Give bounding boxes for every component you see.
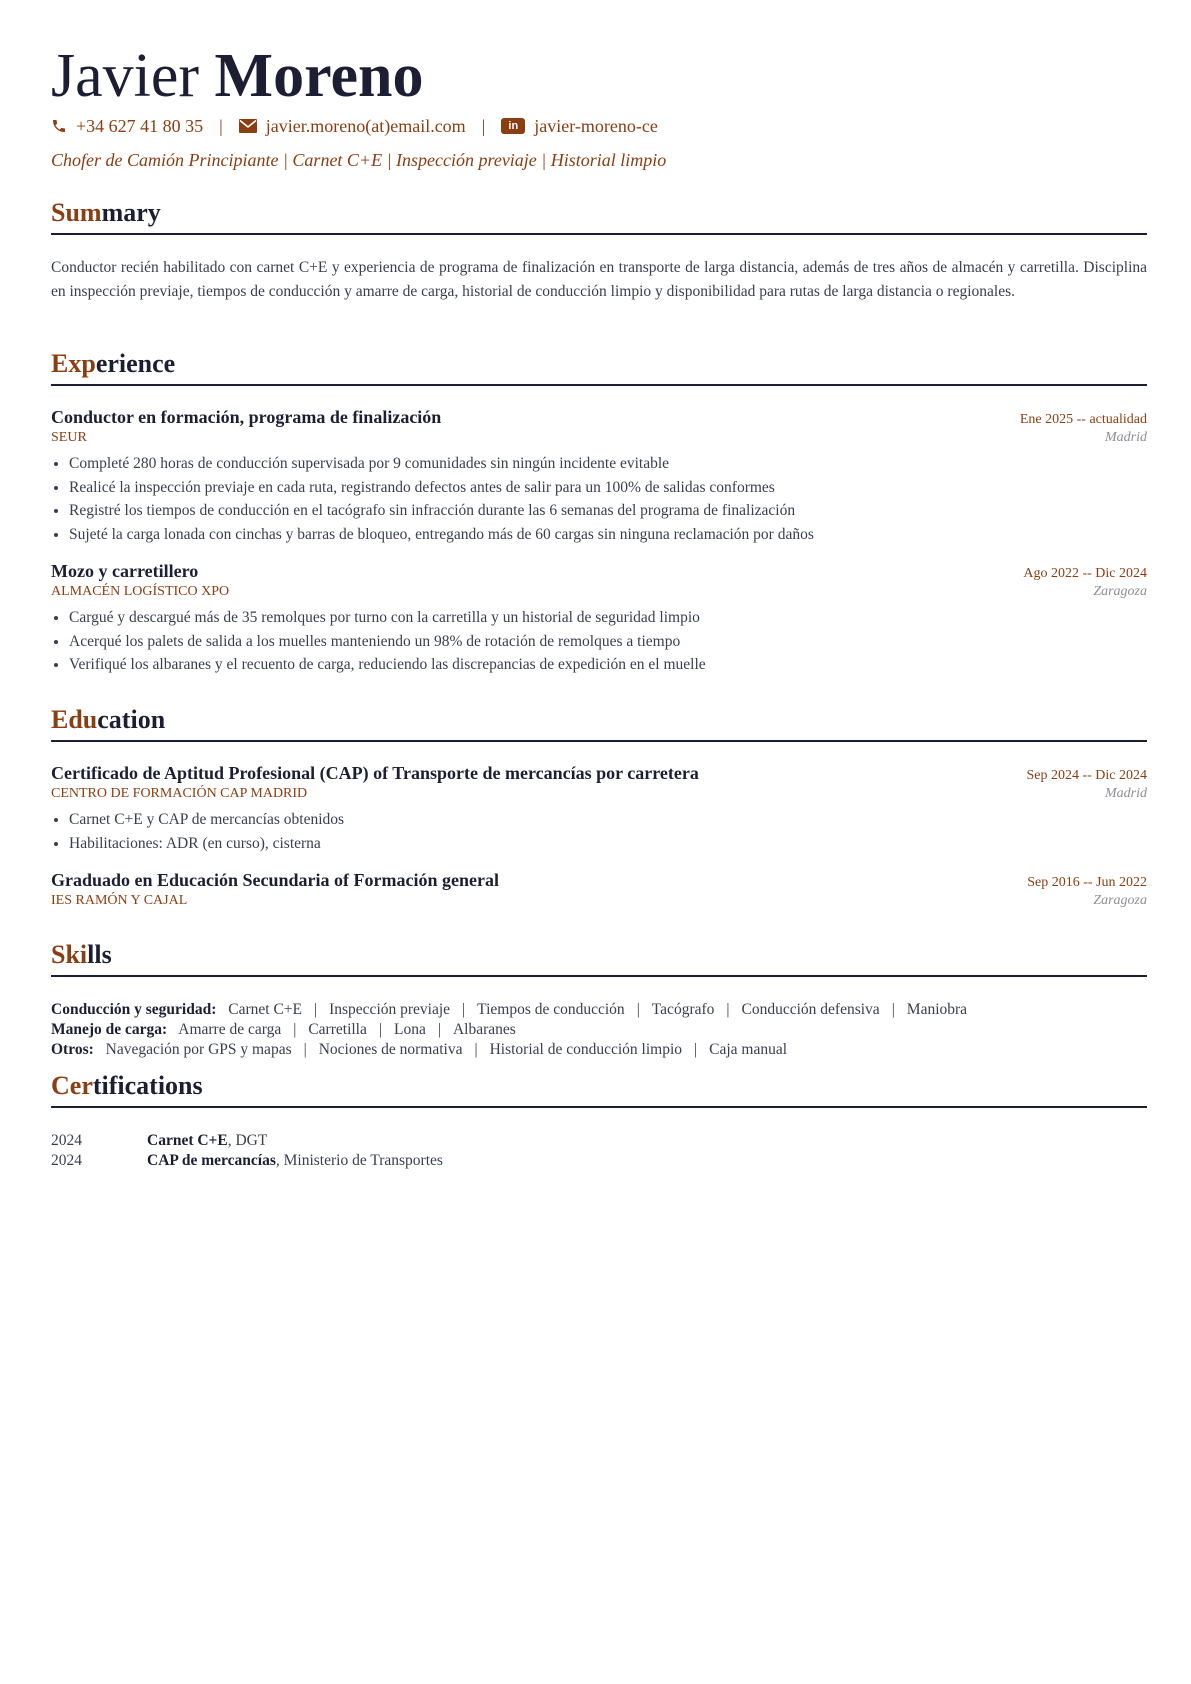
skill-item: Carnet C+E	[228, 1001, 302, 1018]
skill-item: Tacógrafo	[651, 1001, 715, 1018]
bullet-item: • Sujeté la carga lonada con cinchas y barras de bloqueo, entregando más de 60 cargas sin ninguna reclamación por daños	[69, 523, 1147, 547]
skill-separator: |	[636, 1001, 640, 1018]
skill-item: Conducción defensiva	[741, 1001, 880, 1018]
bullet-item: • Registré los tiempos de conducción en el tacógrafo sin infracción durante las 6 semanas del programa de finalización	[69, 499, 1147, 523]
certification-row	[51, 1151, 1147, 1171]
skill-item: Lona	[393, 1021, 426, 1038]
skill-item: Navegación por GPS y mapas	[105, 1041, 292, 1058]
phone-icon	[51, 118, 67, 134]
skill-separator: |	[303, 1041, 307, 1058]
heading-accent: Sum	[51, 198, 102, 227]
last-name: Moreno	[214, 42, 424, 110]
cert-year: 2024	[51, 1152, 82, 1169]
job-date: Ago 2022 -- Dic 2024	[1023, 566, 1147, 581]
bullet-item: • Cargué y descargué más de 35 remolques por turno con la carretilla y un historial de seguridad limpio	[69, 606, 1147, 630]
degree-date: Sep 2016 -- Jun 2022	[1027, 875, 1147, 890]
contact-separator: |	[481, 116, 486, 136]
certification-row	[51, 1131, 1147, 1151]
school-name: CENTRO DE FORMACIÓN CAP MADRID	[51, 786, 308, 801]
skill-group	[51, 1040, 1147, 1060]
skill-item: Historial de conducción limpio	[489, 1041, 683, 1058]
job-company: SEUR	[51, 430, 87, 445]
heading-accent: Cer	[51, 1071, 93, 1100]
contact-line	[51, 113, 658, 139]
first-name: Javier	[51, 42, 200, 110]
linkedin-text: javier-moreno-ce	[534, 116, 658, 136]
heading-rest: tifications	[92, 1071, 203, 1100]
skill-item: Carretilla	[308, 1021, 367, 1038]
education-entry	[51, 870, 1147, 909]
bullet-item: • Acerqué los palets de salida a los muelles manteniendo un 98% de rotación de remolques a tiempo	[69, 630, 1147, 654]
summary-heading	[51, 196, 1147, 235]
skill-separator: |	[726, 1001, 730, 1018]
heading-accent: Exp	[51, 349, 96, 378]
skill-group-label: Otros:	[51, 1041, 94, 1058]
skill-separator: |	[694, 1041, 698, 1058]
skill-group	[51, 1000, 1147, 1020]
bullet-item: • Verifiqué los albaranes y el recuento de carga, reduciendo las discrepancias de expedición en el muelle	[69, 653, 1147, 677]
skills-heading	[51, 938, 1147, 977]
cert-issuer: , Ministerio de Transportes	[275, 1152, 443, 1169]
summary-text: Conductor recién habilitado con carnet C+E y experiencia de programa de finalización en transporte de larga distancia, además de tres años de almacén y carretilla. Disciplina en inspección previaje, tiempos de conducción y amarre de carga, historial de conducción limpio y disponibilidad para rutas de larga distancia o regionales.	[51, 259, 1147, 300]
skill-separator: |	[462, 1001, 466, 1018]
tagline: Chofer de Camión Principiante | Carnet C+E | Inspección previaje | Historial limpio	[51, 150, 667, 170]
skill-separator: |	[293, 1021, 297, 1038]
job-date: Ene 2025 -- actualidad	[1019, 412, 1147, 427]
school-name: IES RAMÓN Y CAJAL	[51, 893, 188, 908]
school-location: Madrid	[1105, 786, 1147, 801]
skill-item: Albaranes	[452, 1021, 516, 1038]
skill-group-label: Conducción y seguridad:	[51, 1001, 217, 1018]
heading-rest: lls	[87, 940, 112, 969]
email-text: javier.moreno(at)email.com	[265, 116, 466, 136]
bullet-item: • Realicé la inspección previaje en cada ruta, registrando defectos antes de salir para un 100% de salidas conformes	[69, 476, 1147, 500]
skill-separator: |	[314, 1001, 318, 1018]
bullet-item: • Completé 280 horas de conducción supervisada por 9 comunidades sin ningún incidente evitable	[69, 452, 1147, 476]
experience-entry	[51, 561, 1147, 677]
linkedin-icon: in	[501, 118, 525, 134]
heading-rest: mary	[101, 198, 161, 227]
experience-heading	[51, 347, 1147, 386]
phone-text: +34 627 41 80 35	[76, 116, 204, 136]
bullet-item: • Carnet C+E y CAP de mercancías obtenidos	[69, 808, 1147, 832]
cert-year: 2024	[51, 1132, 82, 1149]
certifications-heading	[51, 1069, 1147, 1108]
job-company: ALMACÉN LOGÍSTICO XPO	[51, 584, 230, 599]
heading-rest: erience	[95, 349, 176, 378]
job-bullets	[51, 452, 1147, 546]
bullet-item: • Habilitaciones: ADR (en curso), cisterna	[69, 832, 1147, 856]
skill-group	[51, 1020, 1147, 1040]
skill-separator: |	[891, 1001, 895, 1018]
phone-contact[interactable]	[51, 113, 203, 139]
contact-separator: |	[219, 116, 223, 136]
skill-item: Tiempos de conducción	[477, 1001, 625, 1018]
job-location: Zaragoza	[1093, 584, 1147, 599]
skill-item: Caja manual	[709, 1041, 788, 1058]
degree-title: Graduado en Educación Secundaria of Formación general	[51, 870, 500, 890]
skill-item: Inspección previaje	[329, 1001, 451, 1018]
certifications-list	[51, 1131, 1147, 1171]
cert-issuer: , DGT	[227, 1132, 268, 1149]
job-location: Madrid	[1105, 430, 1147, 445]
school-location: Zaragoza	[1093, 893, 1147, 908]
education-entry	[51, 763, 1147, 855]
cert-name: Carnet C+E	[147, 1132, 228, 1149]
cert-name: CAP de mercancías	[147, 1152, 276, 1169]
skill-group-label: Manejo de carga:	[51, 1021, 168, 1038]
skill-separator: |	[474, 1041, 478, 1058]
job-bullets	[51, 606, 1147, 677]
envelope-icon	[239, 119, 257, 133]
skill-item: Maniobra	[906, 1001, 968, 1018]
degree-bullets	[51, 808, 1147, 855]
heading-rest: cation	[97, 705, 166, 734]
linkedin-contact[interactable]	[501, 113, 658, 139]
email-contact[interactable]	[239, 113, 466, 139]
skill-separator: |	[378, 1021, 382, 1038]
skill-separator: |	[437, 1021, 441, 1038]
skill-item: Nociones de normativa	[318, 1041, 463, 1058]
job-title: Conductor en formación, programa de finalización	[51, 407, 442, 427]
heading-accent: Edu	[51, 705, 98, 734]
heading-accent: Ski	[51, 940, 88, 969]
job-title: Mozo y carretillero	[51, 561, 199, 581]
candidate-name	[51, 38, 423, 114]
degree-title: Certificado de Aptitud Profesional (CAP) of Transporte de mercancías por carretera	[51, 763, 699, 783]
education-heading	[51, 703, 1147, 742]
skills-list	[51, 1000, 1147, 1060]
experience-entry	[51, 407, 1147, 546]
degree-date: Sep 2024 -- Dic 2024	[1026, 768, 1147, 783]
skill-item: Amarre de carga	[178, 1021, 282, 1038]
